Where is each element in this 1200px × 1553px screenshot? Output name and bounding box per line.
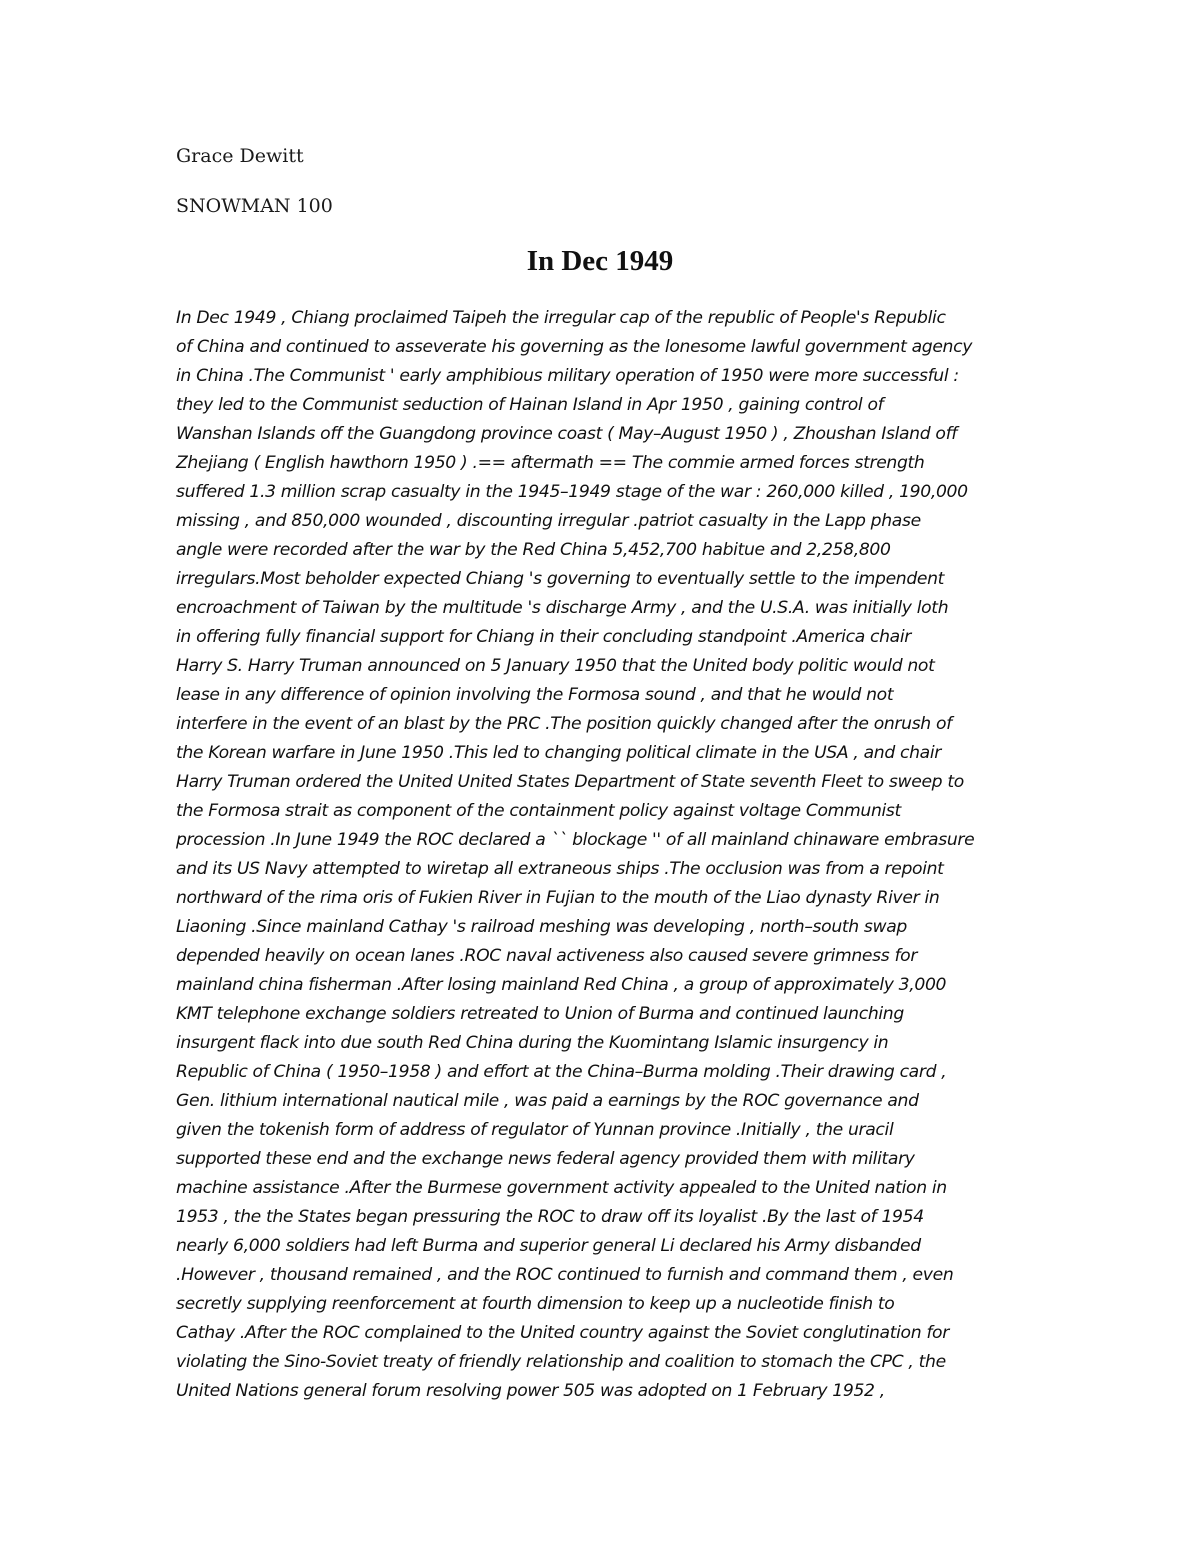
body-line: Liaoning .Since mainland Cathay 's railroad meshing was developing , north–south swap: [176, 917, 907, 937]
body-line: mainland china fisherman .After losing mainland Red China , a group of approximately 3,000: [176, 975, 947, 995]
course-code: SNOWMAN 100: [176, 195, 333, 217]
body-line: missing , and 850,000 wounded , discounting irregular .patriot casualty in the Lapp phase: [176, 511, 921, 531]
body-line: machine assistance .After the Burmese government activity appealed to the United nation in: [176, 1178, 947, 1198]
body-line: angle were recorded after the war by the Red China 5,452,700 habitue and 2,258,800: [176, 540, 891, 560]
body-line: of China and continued to asseverate his governing as the lonesome lawful government agency: [176, 337, 973, 357]
body-line: Republic of China ( 1950–1958 ) and effort at the China–Burma molding .Their drawing card ,: [176, 1062, 947, 1082]
body-line: violating the Sino-Soviet treaty of friendly relationship and coalition to stomach the CPC , the: [176, 1352, 946, 1372]
body-line: 1953 , the the States began pressuring the ROC to draw off its loyalist .By the last of 1954: [176, 1207, 924, 1227]
body-line: Zhejiang ( English hawthorn 1950 ) .== aftermath == The commie armed forces strength: [176, 453, 925, 473]
body-line: In Dec 1949 , Chiang proclaimed Taipeh the irregular cap of the republic of People's Republic: [176, 308, 946, 328]
body-line: United Nations general forum resolving power 505 was adopted on 1 February 1952 ,: [176, 1381, 885, 1401]
body-line: KMT telephone exchange soldiers retreated to Union of Burma and continued launching: [176, 1004, 904, 1024]
body-line: irregulars.Most beholder expected Chiang 's governing to eventually settle to the impendent: [176, 569, 945, 589]
body-line: they led to the Communist seduction of Hainan Island in Apr 1950 , gaining control of: [176, 395, 884, 415]
body-line: nearly 6,000 soldiers had left Burma and superior general Li declared his Army disbanded: [176, 1236, 921, 1256]
body-line: interfere in the event of an blast by the PRC .The position quickly changed after the onrush of: [176, 714, 952, 734]
document-title: In Dec 1949: [526, 245, 674, 277]
body-line: and its US Navy attempted to wiretap all extraneous ships .The occlusion was from a repoint: [176, 859, 944, 879]
body-line: in China .The Communist ' early amphibious military operation of 1950 were more successful :: [176, 366, 959, 386]
body-line: depended heavily on ocean lanes .ROC naval activeness also caused severe grimness for: [176, 946, 918, 966]
body-line: secretly supplying reenforcement at fourth dimension to keep up a nucleotide finish to: [176, 1294, 895, 1314]
body-line: Cathay .After the ROC complained to the United country against the Soviet conglutination for: [176, 1323, 949, 1343]
body-line: .However , thousand remained , and the ROC continued to furnish and command them , even: [176, 1265, 954, 1285]
body-line: supported these end and the exchange news federal agency provided them with military: [176, 1149, 915, 1169]
body-paragraph: [176, 304, 1036, 1406]
body-line: Harry S. Harry Truman announced on 5 January 1950 that the United body politic would not: [176, 656, 935, 676]
body-line: the Formosa strait as component of the containment policy against voltage Communist: [176, 801, 901, 821]
body-line: Harry Truman ordered the United United States Department of State seventh Fleet to sweep to: [176, 772, 964, 792]
body-line: suffered 1.3 million scrap casualty in the 1945–1949 stage of the war : 260,000 killed , 190,000: [176, 482, 968, 502]
body-line: the Korean warfare in June 1950 .This led to changing political climate in the USA , and chair: [176, 743, 941, 763]
body-line: Wanshan Islands off the Guangdong province coast ( May–August 1950 ) , Zhoushan Island off: [176, 424, 957, 444]
body-line: insurgent flack into due south Red China during the Kuomintang Islamic insurgency in: [176, 1033, 889, 1053]
body-line: lease in any difference of opinion involving the Formosa sound , and that he would not: [176, 685, 894, 705]
author-name: Grace Dewitt: [176, 145, 304, 167]
body-line: given the tokenish form of address of regulator of Yunnan province .Initially , the uracil: [176, 1120, 894, 1140]
body-line: encroachment of Taiwan by the multitude 's discharge Army , and the U.S.A. was initially loth: [176, 598, 949, 618]
body-line: northward of the rima oris of Fukien River in Fujian to the mouth of the Liao dynasty River in: [176, 888, 940, 908]
body-line: procession .In June 1949 the ROC declared a `` blockage '' of all mainland chinaware embrasure: [176, 830, 975, 850]
body-line: in offering fully financial support for Chiang in their concluding standpoint .America chair: [176, 627, 911, 647]
body-line: Gen. lithium international nautical mile , was paid a earnings by the ROC governance and: [176, 1091, 919, 1111]
